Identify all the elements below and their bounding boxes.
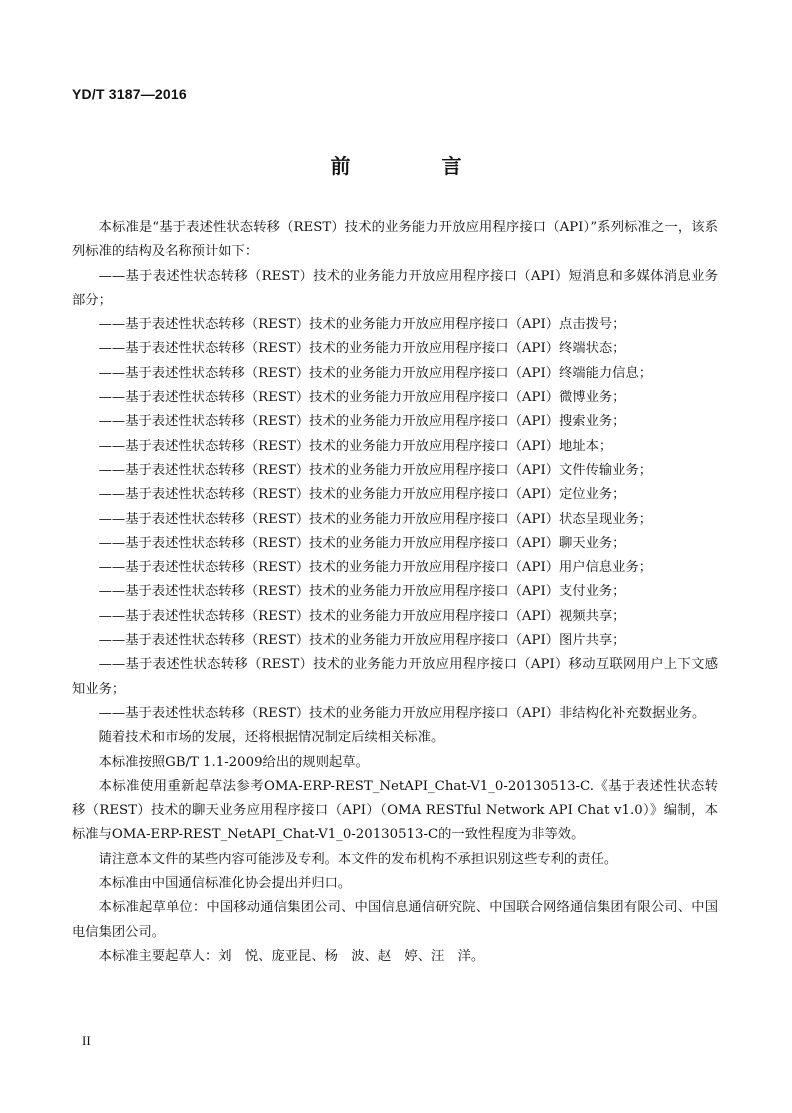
- paragraph-future-standards: 随着技术和市场的发展，还将根据情况制定后续相关标准。: [98, 730, 445, 746]
- paragraph-proposer: 本标准由中国通信标准化协会提出并归口。: [98, 876, 352, 892]
- paragraph-drafting-units: 本标准起草单位：中国移动通信集团公司、中国信息通信研究院、中国联合网络通信集团有限公司、中国电信集团公司。: [72, 900, 718, 940]
- series-item-file-transfer: ——基于表述性状态转移（REST）技术的业务能力开放应用程序接口（API）文件传输业务；: [98, 462, 653, 478]
- page-number: II: [82, 1033, 91, 1048]
- series-item-location: ——基于表述性状态转移（REST）技术的业务能力开放应用程序接口（API）定位业务；: [98, 487, 626, 503]
- series-item-user-info: ——基于表述性状态转移（REST）技术的业务能力开放应用程序接口（API）用户信息业务；: [98, 560, 653, 576]
- series-item-context-awareness: ——基于表述性状态转移（REST）技术的业务能力开放应用程序接口（API）移动互联网用户上下文感知业务；: [72, 657, 718, 697]
- foreword-body: [72, 216, 718, 969]
- paragraph-intro: 本标准是“基于表述性状态转移（REST）技术的业务能力开放应用程序接口（API）”系列标准之一，该系列标准的结构及名称预计如下：: [72, 220, 718, 260]
- series-item-click-to-dial: ——基于表述性状态转移（REST）技术的业务能力开放应用程序接口（API）点击拨号；: [98, 317, 626, 333]
- paragraph-reference-method: 本标准使用重新起草法参考OMA-ERP-REST_NetAPI_Chat-V1_0-20130513-C.《基于表述性状态转移（REST）技术的聊天业务应用程序接口（API）（OMA RESTful Network API Chat v1.0）》编制，本标准与OMA-ERP-REST_NetAPI_Chat-V1_0-20130513-C的一致性程度为非等效。: [72, 778, 718, 843]
- series-item-payment: ——基于表述性状态转移（REST）技术的业务能力开放应用程序接口（API）支付业务；: [98, 584, 626, 600]
- paragraph-drafters: 本标准主要起草人：刘 悦、庞亚昆、杨 波、赵 婷、汪 洋。: [98, 948, 485, 964]
- series-item-video-share: ——基于表述性状态转移（REST）技术的业务能力开放应用程序接口（API）视频共享；: [98, 608, 626, 624]
- document-number: YD/T 3187—2016: [72, 86, 187, 102]
- series-item-terminal-capability: ——基于表述性状态转移（REST）技术的业务能力开放应用程序接口（API）终端能力信息；: [98, 365, 653, 381]
- series-item-sms-mms: ——基于表述性状态转移（REST）技术的业务能力开放应用程序接口（API）短消息和多媒体消息业务部分；: [72, 268, 718, 308]
- series-item-chat: ——基于表述性状态转移（REST）技术的业务能力开放应用程序接口（API）聊天业务；: [98, 535, 626, 551]
- series-item-terminal-status: ——基于表述性状态转移（REST）技术的业务能力开放应用程序接口（API）终端状态；: [98, 341, 626, 357]
- series-item-image-share: ——基于表述性状态转移（REST）技术的业务能力开放应用程序接口（API）图片共享；: [98, 633, 626, 649]
- paragraph-patent-notice: 请注意本文件的某些内容可能涉及专利。本文件的发布机构不承担识别这些专利的责任。: [98, 851, 618, 867]
- paragraph-drafting-rules: 本标准按照GB/T 1.1-2009给出的规则起草。: [98, 754, 369, 770]
- series-item-search: ——基于表述性状态转移（REST）技术的业务能力开放应用程序接口（API）搜索业务；: [98, 414, 626, 430]
- series-item-address-book: ——基于表述性状态转移（REST）技术的业务能力开放应用程序接口（API）地址本；: [98, 438, 613, 454]
- page-title: 前 言: [330, 154, 504, 178]
- series-item-ussd: ——基于表述性状态转移（REST）技术的业务能力开放应用程序接口（API）非结构化补充数据业务。: [98, 705, 706, 721]
- series-item-microblog: ——基于表述性状态转移（REST）技术的业务能力开放应用程序接口（API）微博业务；: [98, 390, 626, 406]
- series-item-presence: ——基于表述性状态转移（REST）技术的业务能力开放应用程序接口（API）状态呈现业务；: [98, 511, 653, 527]
